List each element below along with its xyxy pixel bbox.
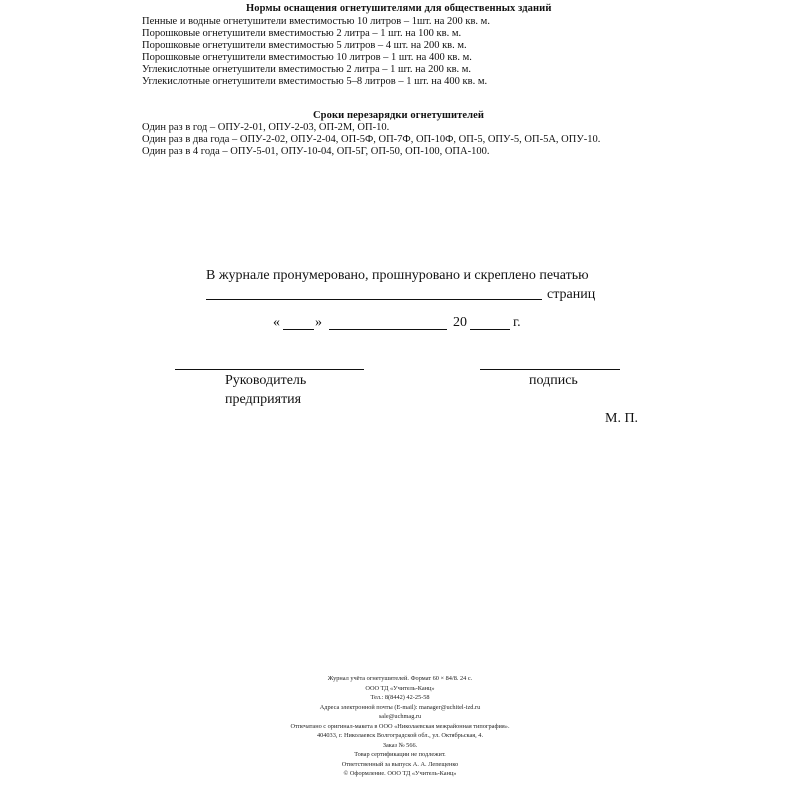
colophon-line: sale@uchmag.ru (378, 713, 422, 720)
date-open-quote: « (273, 315, 280, 330)
recharge-line: Один раз в 4 года – ОПУ-5-01, ОПУ-10-04, ОП-5Г, ОП-50, ОП-100, ОПА-100. (142, 146, 490, 157)
colophon-line: © Оформление. ООО ТД «Учитель-Канц» (343, 770, 457, 777)
norms-line: Углекислотные огнетушители вместимостью 2 литра – 1 шт. на 200 кв. м. (142, 64, 472, 75)
norms-line: Углекислотные огнетушители вместимостью 5–8 литров – 1 шт. на 400 кв. м. (142, 76, 488, 87)
colophon-line: 404033, г. Николаевск Волгоградской обл., ул. Октябрьская, 4. (316, 732, 484, 739)
colophon-line: Заказ № 566. (382, 741, 418, 749)
year-prefix: 20 (453, 315, 467, 330)
signature-label: подпись (529, 373, 578, 388)
norms-line: Порошковые огнетушители вместимостью 5 литров – 4 шт. на 200 кв. м. (142, 40, 467, 51)
signature-line (480, 369, 620, 370)
date-close-quote: » (315, 315, 322, 330)
norms-line: Порошковые огнетушители вместимостью 2 литра – 1 шт. на 100 кв. м. (142, 28, 462, 39)
norms-title: Нормы оснащения огнетушителями для общественных зданий (246, 3, 552, 14)
colophon-line: Ответственный за выпуск А. А. Лепещенко (341, 760, 459, 768)
pages-count-blank (206, 299, 542, 300)
day-blank (283, 329, 314, 330)
colophon-line: Адреса электронной почты (E-mail): manager@uchitel-izd.ru (319, 703, 481, 711)
head-label: Руководитель (225, 373, 307, 388)
year-blank (470, 329, 510, 330)
norms-line: Пенные и водные огнетушители вместимостью 10 литров – 1шт. на 200 кв. м. (142, 16, 490, 27)
colophon-line: Отпечатано с оригинал-макета в ООО «Николаевская межрайонная типография». (290, 722, 510, 730)
colophon-line: Товар сертификации не подлежит. (354, 751, 446, 758)
head-signature-line (175, 369, 364, 370)
colophon-line: ООО ТД «Учитель-Канц» (365, 684, 435, 692)
norms-line: Порошковые огнетушители вместимостью 10 литров – 1 шт. на 400 кв. м. (142, 52, 472, 63)
recharge-line: Один раз в год – ОПУ-2-01, ОПУ-2-03, ОП-2М, ОП-10. (142, 122, 390, 133)
colophon-line: Тел.: 8(8442) 42-25-58 (370, 694, 430, 701)
recharge-line: Один раз в два года – ОПУ-2-02, ОПУ-2-04, ОП-5Ф, ОП-7Ф, ОП-10Ф, ОП-5, ОПУ-5, ОП-5А, ОПУ-10. (142, 134, 601, 145)
colophon (250, 674, 550, 779)
certification-statement: В журнале пронумеровано, прошнуровано и скреплено печатью (206, 268, 589, 283)
pages-word: страниц (547, 287, 596, 302)
seal-label: М. П. (605, 411, 639, 426)
recharge-title: Сроки перезарядки огнетушителей (313, 110, 485, 121)
head-label-second-line: предприятия (225, 392, 302, 407)
month-blank (329, 329, 447, 330)
year-suffix: г. (513, 315, 521, 330)
colophon-line: Журнал учёта огнетушителей. Формат 60 × 84/8. 24 с. (327, 675, 473, 682)
